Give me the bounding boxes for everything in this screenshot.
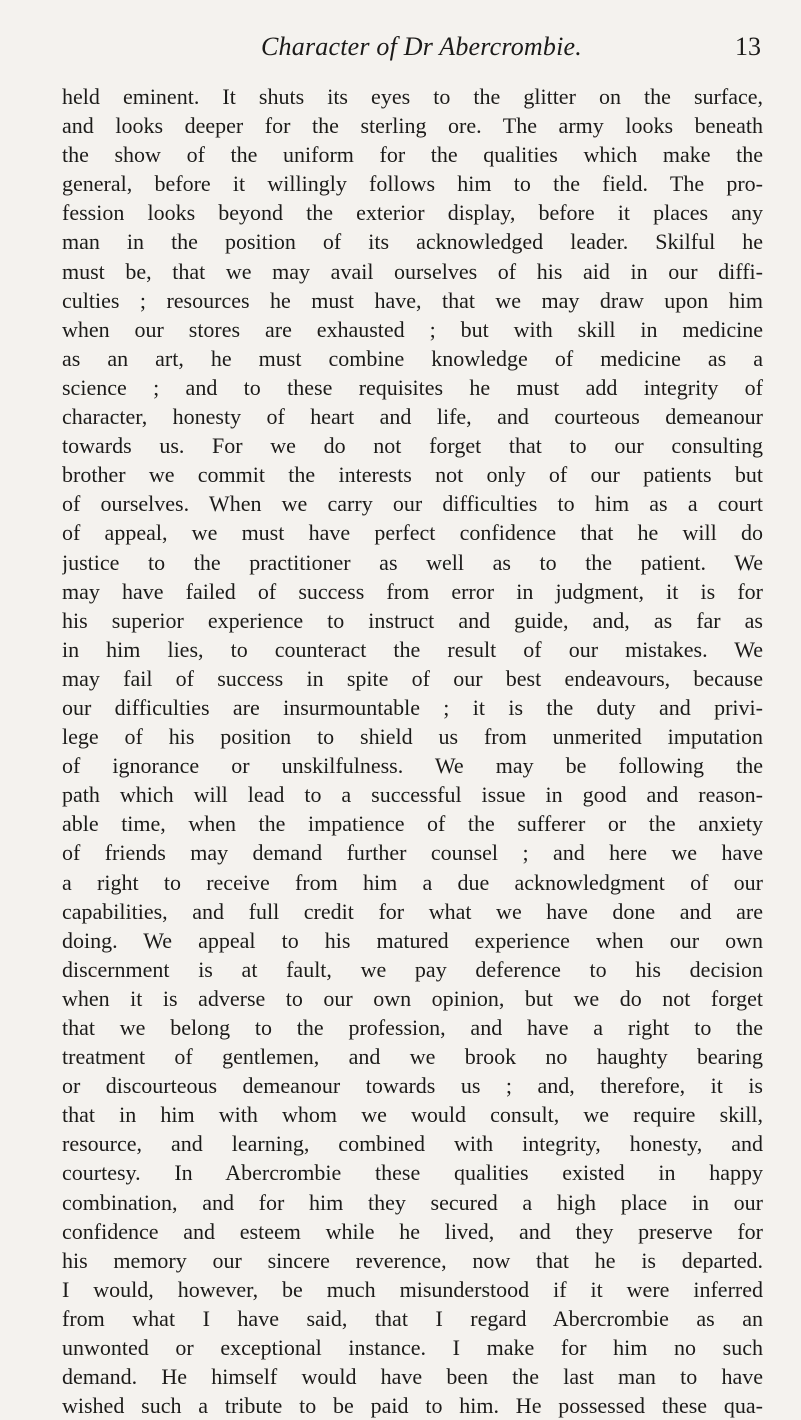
text-line: held eminent. It shuts its eyes to the glitter on the surface,: [62, 84, 763, 109]
text-line: doing. We appeal to his matured experience when our own: [62, 927, 763, 953]
text-line: must be, that we may avail ourselves of his aid in our diffi-: [62, 258, 763, 284]
text-line: that in him with whom we would consult, we require skill,: [62, 1102, 763, 1128]
text-line: of friends may demand further counsel ; and here we have: [62, 840, 763, 866]
text-line: resource, and learning, combined with integrity, honesty, and: [62, 1131, 763, 1157]
text-line: justice to the practitioner as well as to the patient. We: [62, 549, 763, 575]
text-line: and looks deeper for the sterling ore. The army looks beneath: [62, 113, 763, 139]
text-line: unwonted or exceptional instance. I make for him no such: [62, 1335, 763, 1361]
text-line: wished such a tribute to be paid to him. He possessed these qua-: [62, 1393, 763, 1419]
text-line: may have failed of success from error in judgment, it is for: [62, 578, 763, 604]
text-line: or discourteous demeanour towards us ; and, therefore, it is: [62, 1073, 763, 1099]
body-text: [62, 82, 763, 1420]
text-line: our difficulties are insurmountable ; it is the duty and privi-: [62, 694, 763, 720]
text-line: his superior experience to instruct and guide, and, as far as: [62, 607, 763, 633]
text-line: science ; and to these requisites he must add integrity of: [62, 374, 763, 400]
text-line: of appeal, we must have perfect confidence that he will do: [62, 520, 763, 546]
text-line: as an art, he must combine knowledge of medicine as a: [62, 345, 763, 371]
text-line: may fail of success in spite of our best endeavours, because: [62, 665, 763, 691]
text-line: that we belong to the profession, and have a right to the: [62, 1015, 763, 1040]
text-line: a right to receive from him a due acknowledgment of our: [62, 869, 763, 895]
text-line: when our stores are exhausted ; but with skill in medicine: [62, 316, 763, 342]
text-line: general, before it willingly follows him to the field. The pro-: [62, 171, 763, 197]
text-line: confidence and esteem while he lived, and they preserve for: [62, 1218, 763, 1244]
text-line: path which will lead to a successful issue in good and reason-: [62, 782, 763, 808]
text-line: I would, however, be much misunderstood if it were inferred: [62, 1276, 763, 1302]
text-line: demand. He himself would have been the last man to have: [62, 1364, 763, 1390]
text-line: when it is adverse to our own opinion, but we do not forget: [62, 985, 763, 1011]
text-line: towards us. For we do not forget that to our consulting: [62, 433, 763, 459]
text-line: from what I have said, that I regard Abercrombie as an: [62, 1305, 763, 1331]
text-line: character, honesty of heart and life, and courteous demeanour: [62, 404, 763, 430]
text-line: the show of the uniform for the qualities which make the: [62, 142, 763, 168]
text-line: of ignorance or unskilfulness. We may be following the: [62, 753, 763, 779]
text-line: able time, when the impatience of the sufferer or the anxiety: [62, 811, 763, 837]
running-head: [62, 30, 761, 64]
text-line: fession looks beyond the exterior display, before it places any: [62, 200, 763, 226]
text-line: treatment of gentlemen, and we brook no haughty bearing: [62, 1044, 763, 1070]
text-line: culties ; resources he must have, that we may draw upon him: [62, 287, 763, 313]
text-line: courtesy. In Abercrombie these qualities existed in happy: [62, 1160, 763, 1186]
text-line: brother we commit the interests not only of our patients but: [62, 462, 763, 488]
page-number: 13: [735, 32, 761, 61]
text-line: combination, and for him they secured a high place in our: [62, 1189, 763, 1215]
text-line: man in the position of its acknowledged leader. Skilful he: [62, 229, 763, 255]
text-line: his memory our sincere reverence, now that he is departed.: [62, 1247, 763, 1273]
running-title: Character of Dr Abercrombie.: [261, 32, 582, 61]
text-line: of ourselves. When we carry our difficulties to him as a court: [62, 491, 763, 517]
text-line: capabilities, and full credit for what we have done and are: [62, 898, 763, 924]
text-line: in him lies, to counteract the result of our mistakes. We: [62, 636, 763, 662]
text-line: discernment is at fault, we pay deference to his decision: [62, 956, 763, 982]
text-line: lege of his position to shield us from unmerited imputation: [62, 724, 763, 750]
